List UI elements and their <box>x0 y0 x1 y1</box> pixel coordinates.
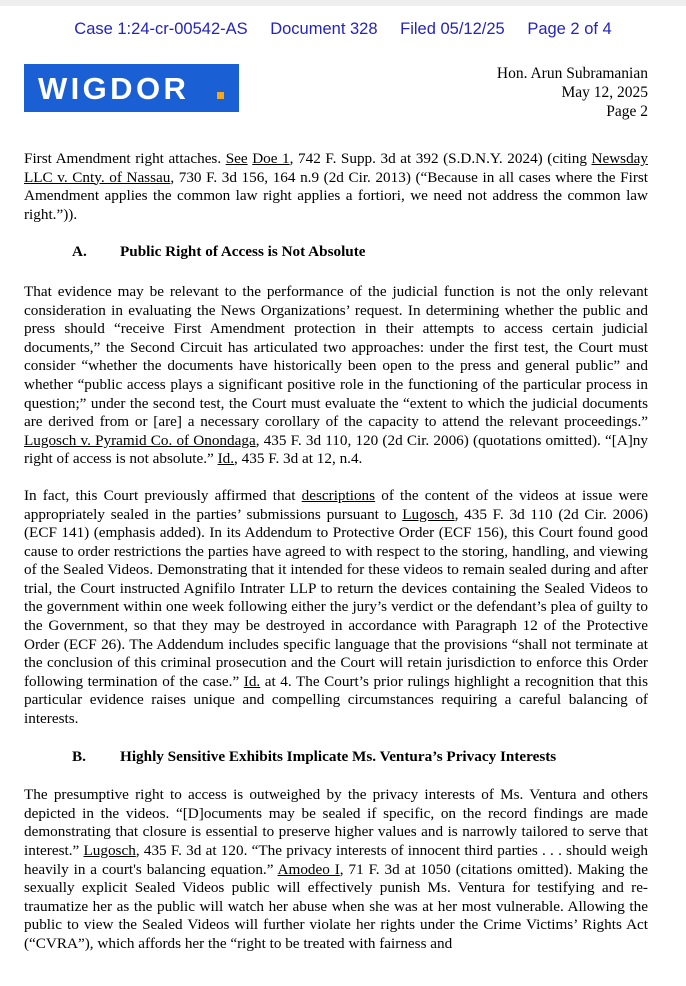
letter-header <box>497 64 648 121</box>
letter-body <box>24 150 648 954</box>
citation-amodeo: Amodeo I <box>277 860 340 878</box>
ecf-header <box>0 20 686 39</box>
logo-dot <box>217 92 224 99</box>
citation-see: See <box>225 150 248 167</box>
addressee: Hon. Arun Subramanian <box>496 65 648 82</box>
heading-a: A. Public Right of Access is Not Absolute <box>72 243 366 261</box>
letter-page: Page 2 <box>606 103 648 120</box>
case-number: Case 1:24-cr-00542-AS <box>74 20 248 38</box>
citation-newsday: Newsday LLC v. Cnty. of Nassau <box>24 150 648 186</box>
emphasis-descriptions: descriptions <box>301 486 376 504</box>
paragraph-2: That evidence may be relevant to the performance of the judicial function is not the only relevant consideration in evaluating the News Organizations’ request. In determining whether the public and press should “receive First Amendment protection in their attempts to access certain judicial documents,” the Second Circuit has articulated two approaches: under the first test, the Court must consider “whether the documents have historically been open to the press and general public” and whether “public access plays a significant positive role in the functioning of the particular process in question;” under the second test, the Court must evaluate the “extent to which the judicial documents are derived from or [are] a necessary corollary of the capacity to attend the relevant proceedings.” Lugosch v. Pyramid Co. of Onondaga, 435 F. 3d 110, 120 (2d Cir. 2006) (quotations omitted). “[A]ny right of access is not absolute.” Id., 435 F. 3d at 12, n.4. <box>24 282 648 468</box>
filed-date: Filed 05/12/25 <box>400 20 505 38</box>
document-number: Document 328 <box>270 20 378 38</box>
heading-b: B. Highly Sensitive Exhibits Implicate Ms. Ventura’s Privacy Interests <box>72 747 557 765</box>
page-count: Page 2 of 4 <box>527 20 612 38</box>
citation-id: Id. <box>243 672 261 690</box>
citation-doe: Doe 1 <box>252 150 290 167</box>
top-band <box>0 0 686 6</box>
wigdor-logo <box>24 64 239 112</box>
logo-wordmark: WIGDOR <box>38 71 190 106</box>
paragraph-1: First Amendment right attaches. See Doe 1, 742 F. Supp. 3d at 392 (S.D.N.Y. 2024) (citing Newsday LLC v. Cnty. of Nassau, 730 F. 3d 156, 164 n.9 (2d Cir. 2013) (“Because in all cases where the First Amendment applies the common law right applies a fortiori, we need not address the common law right.”)). <box>24 150 649 223</box>
citation-lugosch: Lugosch v. Pyramid Co. of Onondaga <box>24 431 256 449</box>
paragraph-4: The presumptive right to access is outweighed by the privacy interests of Ms. Ventura and others depicted in the videos. “[D]ocuments may be sealed if specific, on the record findings are made demonstrating that closure is essential to preserve higher values and is narrowly tailored to serve that interest.” Lugosch, 435 F. 3d at 120. “The privacy interests of innocent third parties . . . should weigh heavily in a court's balancing equation.” Amodeo I, 71 F. 3d at 1050 (citations omitted). Making the sexually explicit Sealed Videos public will effectively punish Ms. Ventura for testifying and re-traumatize her as the public will watch her abuse when she was at her most vulnerable. Allowing the public to view the Sealed Videos will further violate her rights under the Crime Victims’ Rights Act (“CVRA”), which affords her the “right to be treated with fairness and <box>24 786 648 952</box>
citation-id: Id. <box>217 450 235 468</box>
citation-lugosch: Lugosch <box>83 842 136 859</box>
citation-lugosch: Lugosch <box>402 505 455 523</box>
letter-date: May 12, 2025 <box>561 84 648 101</box>
paragraph-3: In fact, this Court previously affirmed that descriptions of the content of the videos at issue were appropriately sealed in the parties’ submissions pursuant to Lugosch, 435 F. 3d 110 (2d Cir. 2006) (ECF 141) (emphasis added). In its Addendum to Protective Order (ECF 156), this Court found good cause to order restrictions the parties have agreed to with respect to the storing, handling, and viewing of the Sealed Videos. Demonstrating that it intended for these videos to remain sealed during and after trial, the Court instructed Agnifilo Intrater LLP to return the devices containing the Sealed Videos to the government within one week following either the jury’s verdict or the defendant’s plea of guilty to the Government, so that they may be destroyed in accordance with Paragraph 12 of the Protective Order (ECF 26). The Addendum includes specific language that the provisions “shall not terminate at the conclusion of this criminal prosecution and the Court will retain jurisdiction to enforce this Order following termination of the case.” Id. at 4. The Court’s prior rulings highlight a recognition that this particular evidence raises unique and compelling circumstances requiring a careful balancing of interests. <box>24 486 649 728</box>
